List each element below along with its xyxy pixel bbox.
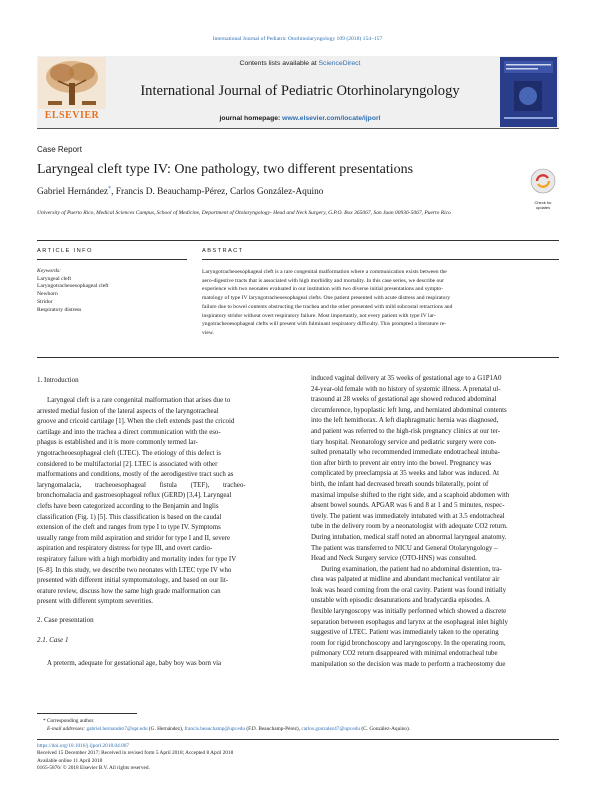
text-line: The patient was transferred to NICU and General Otolaryngology –	[311, 544, 498, 552]
footnote-divider	[37, 713, 137, 714]
check-updates-icon	[528, 167, 558, 195]
paper-title: Laryngeal cleft type IV: One pathology, two different presentations	[37, 162, 414, 177]
text-line: Laryngeal cleft is a rare congenital malformation that arises due to	[47, 397, 231, 404]
author-rest[interactable]: , Francis D. Beauchamp-Pérez, Carlos González-Aquino	[111, 187, 324, 198]
text-line: circumference, hypoplastic left lung, and herniated abdominal contents	[311, 406, 507, 414]
text-line: separation between esophagus and larynx at the esophageal inlet highly	[311, 618, 508, 626]
text-line: tively. The patient was immediately intubated with at 3.5 endotracheal	[311, 512, 505, 520]
abstract-line: matology of type IV laryngotracheoesophageal clefts. One patient presented with acute distress and respiratory	[202, 295, 451, 302]
email-link[interactable]: carlos.gonzalez47@upr.edu	[301, 726, 361, 733]
text-line: classification (Fig. 1) [5]. This classification is based on the caudal	[37, 513, 222, 521]
text-line: tube in the delivery room by a neonatologist with adequate CO2 return.	[311, 523, 508, 531]
keywords-block	[37, 268, 109, 314]
sciencedirect-link[interactable]: ScienceDirect	[318, 60, 361, 67]
text-line: 24-year-old female with no history of systemic illness. A prenatal ul-	[311, 385, 501, 393]
keyword-item: Laryngotracheoesophageal cleft	[37, 283, 109, 290]
text-line: leak was heard coming from the oral cavity. Patient was found initially	[311, 586, 507, 594]
text-line: trasound at 28 weeks of gestational age showed reduced abdominal	[311, 396, 497, 404]
elsevier-logo[interactable]	[38, 57, 106, 121]
text-line: suggestive of LTEC. Patient was immediately taken to the operating	[311, 629, 499, 637]
email-link[interactable]: gabriel.hernandez7@upr.edu	[86, 726, 148, 733]
publication-info	[37, 743, 233, 772]
available-online: Available online 11 April 2018	[37, 757, 103, 764]
email-owner: (G. Hernández),	[147, 726, 185, 733]
text-line: maximal impulse shifted to the right side, and a scaphoid abdomen with	[311, 491, 510, 499]
text-line: manipulation so the decision was made to perform a tracheostomy due	[311, 661, 506, 669]
section-heading-introduction: 1. Introduction	[37, 376, 79, 384]
keyword-item: Newborn	[37, 291, 58, 298]
email-label: E-mail addresses:	[47, 726, 86, 733]
abstract-line: failure due to bowel contents obstructing the trachea and the other presented with mild subcostal retractions and	[202, 303, 453, 310]
introduction-body	[37, 396, 299, 608]
case-1-body-left	[37, 659, 299, 670]
text-line: erature review, discuss how the same high grade malformation can	[37, 587, 221, 595]
abstract-line: aero-digestive tracts that is associated with high morbidity and mortality. In this case series, we describe our	[202, 277, 444, 284]
email-addresses	[37, 725, 410, 733]
text-line: chea was palpated at midline and abundant mechanical ventilator air	[311, 576, 500, 584]
divider-abstract	[202, 259, 559, 260]
received-dates: Received 15 December 2017; Received in revised form 5 April 2018; Accepted 8 April 2018	[37, 750, 234, 757]
text-line: A preterm, adequate for gestational age, baby boy was born via	[47, 660, 222, 667]
abstract-line: Laryngotracheoesophageal cleft is a rare congenital malformation where a communication exists between the	[202, 269, 447, 275]
footnote	[37, 717, 410, 733]
contents-prefix: Contents lists available at	[239, 60, 317, 67]
subsection-heading-case-1: 2.1. Case 1	[37, 636, 69, 644]
journal-title: International Journal of Pediatric Otorhinolaryngology	[140, 83, 460, 99]
divider-top	[37, 240, 559, 241]
text-line: room for rigid bronchoscopy and laryngoscopy. In the operating room,	[311, 639, 506, 647]
text-line: aspiration and respiratory distress for type III, and overt cardio-	[37, 545, 213, 553]
divider-after-abstract	[37, 357, 559, 358]
elsevier-tree-icon	[38, 57, 106, 109]
abstract-line: view.	[202, 329, 214, 336]
text-line: phagus is established and it is more commonly termed lar-	[37, 439, 198, 447]
keyword-item: Laryngeal cleft	[37, 275, 72, 282]
text-line: yngotracheoesophageal cleft (LTEC). The etiology of this defect is	[37, 449, 221, 457]
check-updates-label: Check for updates	[534, 200, 552, 210]
text-line: During intubation, medical staff noted an abnormal laryngeal anatomy.	[311, 533, 507, 541]
email-owner: (C. González-Aquino).	[360, 726, 411, 733]
abstract-line: experience with two neonates evaluated in our institution with two diverse initial presentations and sympto-	[202, 286, 444, 293]
journal-citation[interactable]: International Journal of Pediatric Otorhinolaryngology 109 (2018) 154–157	[212, 36, 383, 42]
abstract-body	[202, 268, 558, 338]
keyword-item: Respiratory distress	[37, 306, 82, 313]
text-line: clefts have been categorized according to the Benjamin and Inglis	[37, 502, 219, 510]
text-line: During examination, the patient had no abdominal distention, tra-	[321, 565, 502, 573]
contents-line	[150, 60, 450, 67]
text-line: and patient was referred to the high-risk pregnancy clinics at our ter-	[311, 427, 501, 435]
homepage-link[interactable]: www.elsevier.com/locate/ijporl	[282, 115, 381, 122]
author-list	[37, 186, 324, 197]
check-for-updates-badge[interactable]	[528, 167, 558, 210]
elsevier-wordmark: ELSEVIER	[44, 110, 100, 121]
text-line: sulted prenatally who recommended immediate endotracheal intuba-	[311, 449, 501, 457]
text-line: pulmonary CO2 return disappeared with minimal endotracheal tube	[311, 650, 498, 658]
article-info-heading: ARTICLE INFO	[37, 248, 93, 254]
text-line: groove and cricoid cartilage [1]. When the cleft extends past the cricoid	[37, 418, 235, 426]
section-heading-case-presentation: 2. Case presentation	[37, 616, 94, 624]
email-owner: (F.D. Beauchamp-Pérez),	[245, 726, 302, 733]
corresponding-author-note: * Corresponding author.	[43, 718, 95, 724]
abstract-line: inspiratory stridor without overt respiratory failure. Most importantly, not every patient with type IV lar-	[202, 312, 436, 319]
text-line: considered to be multifactorial [2]. LTEC is associated with other	[37, 460, 218, 468]
text-line: complicated by preeclampsia at 35 weeks and labor was induced. At	[311, 470, 500, 478]
text-line: bronchomalacia and gastroesophageal reflux (GERD) [3,4]. Laryngeal	[37, 492, 232, 500]
copyright: 0165-5876/ © 2018 Elsevier B.V. All rights reserved.	[37, 764, 150, 771]
keyword-item: Stridor	[37, 298, 53, 305]
divider-bottom	[37, 739, 559, 740]
abstract-line: yngotracheoesophageal clefts will present with fulminant respiratory difficulty. This prompted a literature re-	[202, 321, 447, 328]
case-1-body-right	[311, 374, 559, 671]
abstract-heading: ABSTRACT	[202, 248, 244, 254]
affiliation: University of Puerto Rico, Medical Sciences Campus, School of Medicine, Department of Otolaryngology- Head and Neck Surgery, G.P.O. Box 365067, San Juan 00936-5067, Puerto Rico	[37, 210, 451, 216]
article-type: Case Report	[37, 145, 82, 154]
text-line: absent bowel sounds. APGAR was 6 and 8 at 1 and 5 minutes, respec-	[311, 502, 505, 510]
text-line: into the left hemithorax. A left diaphragmatic hernia was diagnosed,	[311, 417, 499, 425]
homepage-label: journal homepage:	[219, 115, 281, 122]
text-line: flexible laryngoscopy was initially performed which showed a discrete	[311, 608, 507, 616]
corresponding-mark[interactable]: *	[108, 186, 112, 192]
text-line: induced vaginal delivery at 35 weeks of gestational age to a G1P1A0	[311, 375, 502, 382]
text-line: usually range from mild aspiration and stridor for type I and II, severe	[37, 534, 231, 542]
divider-article-info	[37, 259, 187, 260]
text-line: unstable with episodic desaturations and bradycardia episodes. A	[311, 597, 491, 605]
doi-link[interactable]: https://doi.org/10.1016/j.ijporl.2018.04.007	[37, 743, 130, 749]
text-line: laryngomalacia, tracheoesophageal fistula (TEF), tracheo-	[37, 481, 246, 489]
journal-homepage-line	[150, 115, 450, 122]
journal-cover-image	[500, 57, 557, 127]
text-line: presented with different initial symptomatology, and based on our lit-	[37, 577, 229, 585]
journal-cover-thumbnail[interactable]	[500, 57, 557, 127]
text-line: respiratory failure with a high morbidity and mortality index for type IV	[37, 555, 237, 563]
text-line: tion after birth to prevent air entry into the bowel. Pregnancy was	[311, 459, 492, 467]
text-line: malformations and conditions, mostly of the aerodigestive tract such as	[37, 471, 234, 479]
text-line: Head and Neck Surgery service (OTO-HNS) was consulted.	[311, 555, 477, 563]
text-line: extension of the cleft and ranges from type I to type IV. Symptoms	[37, 524, 221, 532]
text-line: [6–8]. In this study, we describe two neonates with LTEC type IV who	[37, 566, 232, 574]
author-first[interactable]: Gabriel Hernández	[37, 187, 109, 198]
email-link[interactable]: francis.beauchamp@upr.edu	[184, 726, 245, 733]
text-line: arrested medial fusion of the lateral aspects of the laryngotracheal	[37, 407, 219, 415]
text-line: tiary hospital. Neonatology service and pediatric surgery were con-	[311, 438, 497, 446]
text-line: birth, the infant had decreased breath sounds bilaterally, point of	[311, 480, 489, 488]
text-line: present with different symptom severities.	[37, 598, 154, 606]
keywords-label: Keywords:	[37, 268, 62, 274]
text-line: cartilage and into the trachea a direct communication with the eso-	[37, 428, 221, 436]
